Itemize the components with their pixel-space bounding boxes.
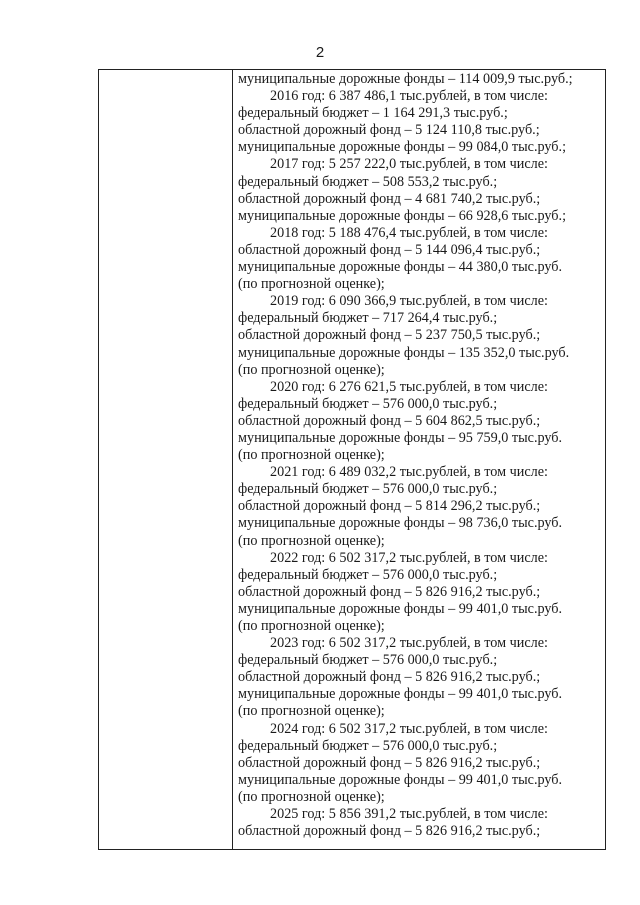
funding-line: федеральный бюджет – 576 000,0 тыс.руб.; bbox=[238, 566, 498, 583]
funding-line: федеральный бюджет – 576 000,0 тыс.руб.; bbox=[238, 737, 498, 754]
funding-line: муниципальные дорожные фонды – 135 352,0 тыс.руб. bbox=[238, 344, 570, 361]
funding-line: (по прогнозной оценке); bbox=[238, 788, 385, 805]
funding-line: федеральный бюджет – 576 000,0 тыс.руб.; bbox=[238, 395, 498, 412]
funding-line: областной дорожный фонд – 5 814 296,2 тыс.руб.; bbox=[238, 498, 541, 515]
funding-line: муниципальные дорожные фонды – 114 009,9 тыс.руб.; bbox=[238, 71, 573, 87]
funding-line: (по прогнозной оценке); bbox=[238, 532, 385, 549]
page-number: 2 bbox=[315, 44, 325, 61]
funding-line: областной дорожный фонд – 4 681 740,2 тыс.руб.; bbox=[238, 190, 541, 207]
column-divider bbox=[232, 70, 233, 849]
year-total-line: 2020 год: 6 276 621,5 тыс.рублей, в том числе: bbox=[270, 378, 548, 395]
funding-line: областной дорожный фонд – 5 826 916,2 тыс.руб.; bbox=[238, 823, 541, 840]
funding-line: муниципальные дорожные фонды – 99 401,0 тыс.руб. bbox=[238, 771, 563, 788]
year-total-line: 2018 год: 5 188 476,4 тыс.рублей, в том числе: bbox=[270, 224, 548, 241]
year-total-line: 2021 год: 6 489 032,2 тыс.рублей, в том числе: bbox=[270, 464, 548, 481]
year-total-line: 2025 год: 5 856 391,2 тыс.рублей, в том числе: bbox=[270, 806, 548, 823]
funding-line: муниципальные дорожные фонды – 66 928,6 тыс.руб.; bbox=[238, 207, 567, 224]
funding-line: областной дорожный фонд – 5 826 916,2 тыс.руб.; bbox=[238, 754, 541, 771]
funding-line: (по прогнозной оценке); bbox=[238, 703, 385, 720]
funding-line: областной дорожный фонд – 5 826 916,2 тыс.руб.; bbox=[238, 583, 541, 600]
funding-line: федеральный бюджет – 717 264,4 тыс.руб.; bbox=[238, 310, 498, 327]
funding-line: федеральный бюджет – 576 000,0 тыс.руб.; bbox=[238, 652, 498, 669]
funding-table bbox=[98, 69, 606, 850]
year-total-line: 2017 год: 5 257 222,0 тыс.рублей, в том числе: bbox=[270, 156, 548, 173]
funding-line: (по прогнозной оценке); bbox=[238, 618, 385, 634]
funding-line: федеральный бюджет – 508 553,2 тыс.руб.; bbox=[238, 173, 498, 190]
funding-line: областной дорожный фонд – 5 237 750,5 тыс.руб.; bbox=[238, 327, 541, 344]
funding-line: муниципальные дорожные фонды – 99 401,0 тыс.руб. bbox=[238, 686, 563, 703]
funding-text-cell bbox=[238, 71, 604, 840]
funding-line: федеральный бюджет – 1 164 291,3 тыс.руб.; bbox=[238, 105, 508, 122]
funding-line: муниципальные дорожные фонды – 99 401,0 тыс.руб. bbox=[238, 600, 563, 617]
funding-line: федеральный бюджет – 576 000,0 тыс.руб.; bbox=[238, 481, 498, 498]
year-total-line: 2022 год: 6 502 317,2 тыс.рублей, в том числе: bbox=[270, 549, 548, 566]
year-total-line: 2024 год: 6 502 317,2 тыс.рублей, в том числе: bbox=[270, 720, 548, 737]
funding-line: муниципальные дорожные фонды – 98 736,0 тыс.руб. bbox=[238, 515, 563, 532]
funding-line: областной дорожный фонд – 5 604 862,5 тыс.руб.; bbox=[238, 412, 541, 429]
year-total-line: 2023 год: 6 502 317,2 тыс.рублей, в том числе: bbox=[270, 635, 548, 652]
funding-line: областной дорожный фонд – 5 826 916,2 тыс.руб.; bbox=[238, 669, 541, 686]
funding-line: (по прогнозной оценке); bbox=[238, 447, 385, 464]
funding-line: муниципальные дорожные фонды – 44 380,0 тыс.руб. bbox=[238, 259, 563, 276]
funding-line: муниципальные дорожные фонды – 99 084,0 тыс.руб.; bbox=[238, 139, 567, 156]
funding-line: муниципальные дорожные фонды – 95 759,0 тыс.руб. bbox=[238, 429, 563, 446]
funding-line: областной дорожный фонд – 5 144 096,4 тыс.руб.; bbox=[238, 241, 541, 258]
year-total-line: 2016 год: 6 387 486,1 тыс.рублей, в том числе: bbox=[270, 88, 548, 105]
funding-line: областной дорожный фонд – 5 124 110,8 тыс.руб.; bbox=[238, 122, 540, 139]
year-total-line: 2019 год: 6 090 366,9 тыс.рублей, в том числе: bbox=[270, 293, 548, 310]
funding-line: (по прогнозной оценке); bbox=[238, 361, 385, 378]
funding-line: (по прогнозной оценке); bbox=[238, 276, 385, 293]
